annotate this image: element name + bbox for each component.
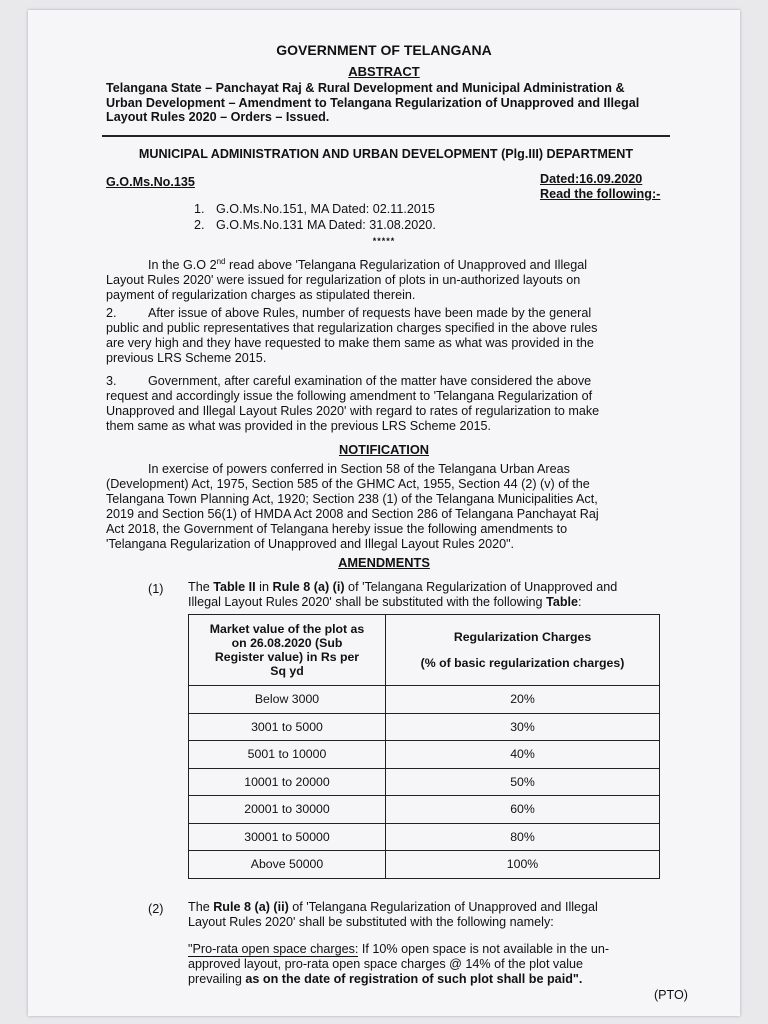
subject-line: Layout Rules 2020 – Orders – Issued. — [106, 110, 330, 124]
subject-line: Urban Development – Amendment to Telangana Regularization of Unapproved and Illegal — [106, 95, 640, 110]
table-row: 10001 to 20000 50% — [189, 768, 660, 796]
separator-stars: ***** — [372, 236, 396, 246]
go-date: Dated:16.09.2020 — [540, 172, 643, 186]
paragraph-3: 3. Government, after careful examination of the matter have considered the above request and accordingly issue the following amendment to 'Telangana Regularization of Unapproved and Illegal Layout Rules 2020' with regard to rates of regularization to make them same as what was provided in the previous LRS Scheme 2015. — [106, 374, 600, 433]
table-row: Below 3000 20% — [189, 686, 660, 714]
pto-label: (PTO) — [653, 988, 688, 1002]
subject-line: Telangana State – Panchayat Raj & Rural Development and Municipal Administration & — [106, 81, 625, 95]
abstract-heading: ABSTRACT — [348, 64, 420, 79]
paragraph-1: In the G.O 2nd read above 'Telangana Regularization of Unapproved and Illegal Layout Rules 2020' were issued for regularization of plots in un-authorized layouts on payment of regularization charges as stipulated therein. — [106, 257, 588, 303]
amendment-1-number: (1) — [148, 582, 164, 596]
regularization-charges-table — [188, 614, 660, 879]
reference-item: 2. G.O.Ms.No.131 MA Dated: 31.08.2020. — [194, 218, 436, 232]
document-title: GOVERNMENT OF TELANGANA — [276, 42, 492, 58]
read-following-label: Read the following:- — [540, 187, 661, 201]
go-number: G.O.Ms.No.135 — [106, 175, 195, 189]
reference-item: 1. G.O.Ms.No.151, MA Dated: 02.11.2015 — [194, 202, 435, 216]
header-divider — [102, 135, 670, 137]
table-header-market-value: Market value of the plot as on 26.08.2020 (Sub Register value) in Rs per Sq yd — [189, 615, 386, 686]
notification-body: In exercise of powers conferred in Section 58 of the Telangana Urban Areas (Development) Act, 1975, Section 585 of the GHMC Act, 1955, Section 44 (2) (v) of the Telangana Town Planning Act, 1920; Section 238 (1) of the Telangana Municipalities Act, 2019 and Section 56(1) of HMDA Act 2008 and Section 286 of Telangana Panchayat Raj Act 2018, the Government of Telangana hereby issue the following amendments to 'Telangana Regularization of Unapproved and Illegal Layout Rules 2020". — [106, 462, 599, 551]
document-page — [28, 10, 740, 1016]
amendment-2-text: The Rule 8 (a) (ii) of 'Telangana Regularization of Unapproved and Illegal Layout Rules 2020' shall be substituted with the following namely: — [188, 900, 598, 929]
subject-block — [106, 81, 666, 125]
pro-rata-quote: "Pro-rata open space charges: If 10% open space is not available in the un- approved layout, pro-rata open space charges @ 14% of the plot value prevailing as on the date of registration of such plot shall be paid". — [188, 942, 610, 986]
amendments-heading: AMENDMENTS — [338, 555, 430, 570]
table-header-row — [189, 615, 660, 686]
department-heading: MUNICIPAL ADMINISTRATION AND URBAN DEVELOPMENT (Plg.III) DEPARTMENT — [138, 147, 634, 161]
paragraph-2: 2. After issue of above Rules, number of requests have been made by the general public and public representatives that regularization charges specified in the above rules are very high and they have requested to make them same as what was provided in the previous LRS Scheme 2015. — [106, 306, 598, 365]
table-row: Above 50000 100% — [189, 851, 660, 879]
amendment-1-text: The Table II in Rule 8 (a) (i) of 'Telangana Regularization of Unapproved and Illegal Layout Rules 2020' shall be substituted with the following Table: — [188, 580, 618, 609]
table-header-charges: Regularization Charges (% of basic regularization charges) — [386, 615, 660, 686]
notification-heading: NOTIFICATION — [338, 442, 430, 457]
table-row: 30001 to 50000 80% — [189, 823, 660, 851]
table-row: 20001 to 30000 60% — [189, 796, 660, 824]
amendment-2-number: (2) — [148, 902, 164, 916]
table-row: 3001 to 5000 30% — [189, 713, 660, 741]
table-row: 5001 to 10000 40% — [189, 741, 660, 769]
